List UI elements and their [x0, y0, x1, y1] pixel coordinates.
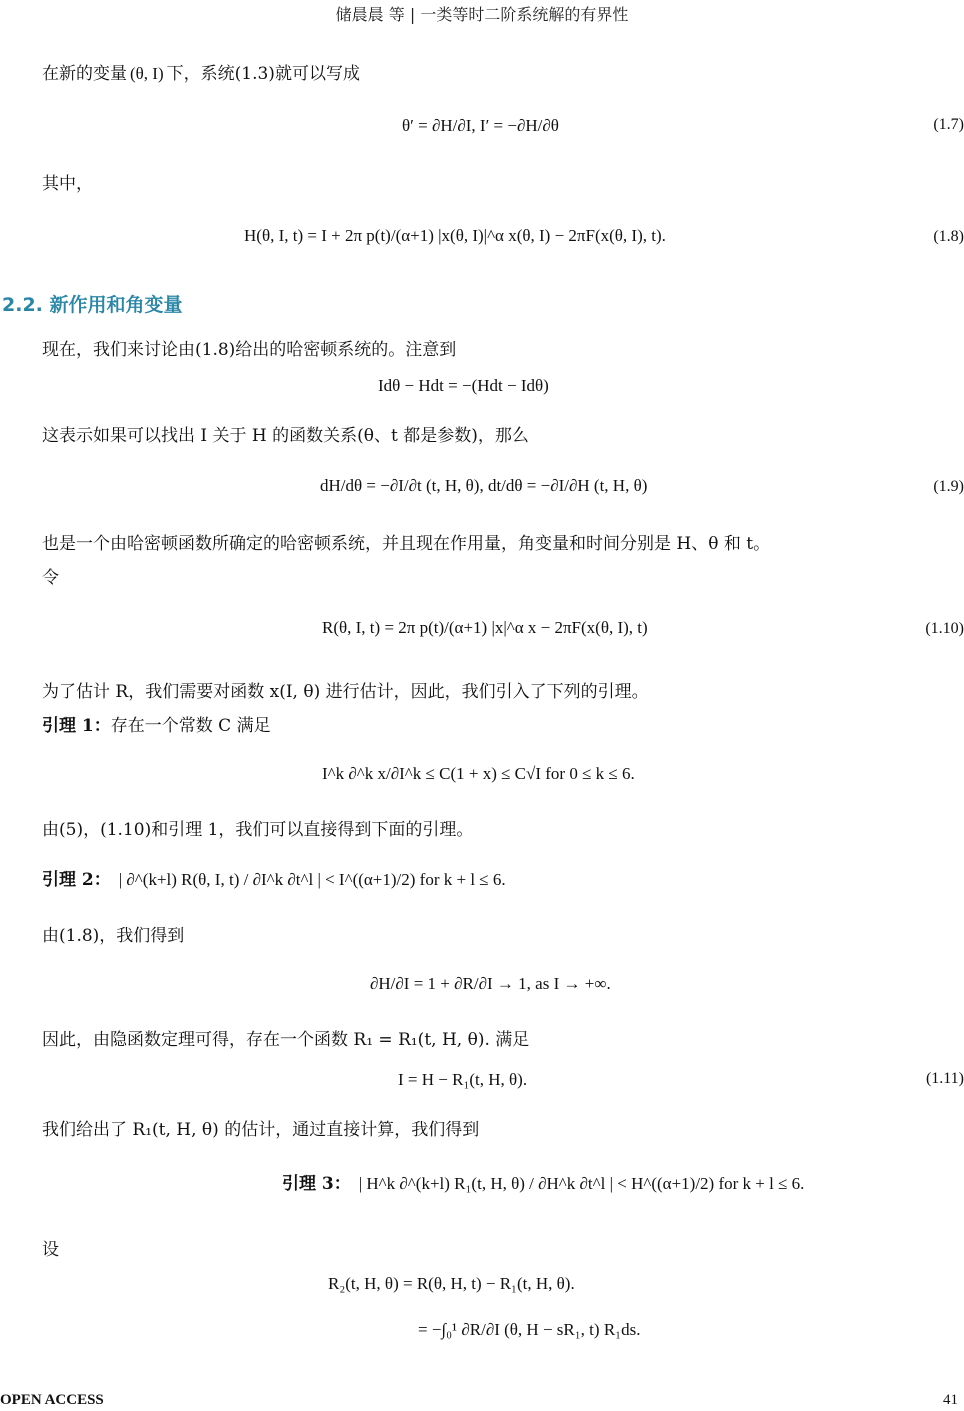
equation-number-1-10: (1.10) [925, 620, 964, 637]
paragraph-7: 由(5)，(1.10)和引理 1，我们可以直接得到下面的引理。 [42, 820, 474, 840]
lemma-2 [42, 868, 506, 892]
paragraph-1 [42, 62, 360, 86]
equation-1-11: I = H − R₁(t, H, θ). [398, 1070, 528, 1089]
paragraph-9: 因此，由隐函数定理可得，存在一个函数 R₁ = R₁(t, H, θ). 满足 [42, 1030, 530, 1050]
paragraph-1-tail: 下，系统(1.3)就可以写成 [166, 64, 360, 84]
paragraph-2: 其中， [42, 174, 93, 194]
lemma-1-label: 引理 1： [42, 716, 111, 736]
equation-action-form: Idθ − Hdt = −(Hdt − Idθ) [378, 376, 549, 395]
equation-number-1-11: (1.11) [925, 1070, 964, 1087]
paragraph-5b: 令 [42, 568, 59, 588]
equation-R2-definition: R₂(t, H, θ) = R(θ, H, t) − R₁(t, H, θ). [328, 1274, 575, 1293]
equation-number-1-7: (1.7) [933, 116, 964, 133]
equation-1-9: dH/dθ = −∂I/∂t (t, H, θ), dt/dθ = −∂I/∂H (t, H, θ) [320, 476, 648, 495]
variable-pair: (θ, I) [130, 64, 164, 83]
footer-open-access: OPEN ACCESS [0, 1392, 104, 1408]
paragraph-5: 也是一个由哈密顿函数所确定的哈密顿系统，并且现在作用量，角变量和时间分别是 H、θ 和 t。 [42, 534, 771, 554]
running-header: 储晨晨 等 | 一类等时二阶系统解的有界性 [335, 5, 629, 24]
equation-1-8: H(θ, I, t) = I + 2π p(t)/(α+1) |x(θ, I)|^α x(θ, I) − 2πF(x(θ, I), t). [244, 226, 666, 245]
paragraph-11: 设 [42, 1240, 59, 1260]
equation-number-1-9: (1.9) [933, 478, 964, 495]
paragraph-4: 这表示如果可以找出 I 关于 H 的函数关系(θ、t 都是参数)，那么 [42, 426, 529, 446]
paragraph-3: 现在，我们来讨论由(1.8)给出的哈密顿系统的。注意到 [42, 340, 457, 360]
equation-R2-integral: = −∫₀¹ ∂R/∂I (θ, H − sR₁, t) R₁ds. [418, 1320, 641, 1339]
paragraph-6: 为了估计 R，我们需要对函数 x(I, θ) 进行估计，因此，我们引入了下列的引理。 [42, 682, 649, 702]
paragraph-10: 我们给出了 R₁(t, H, θ) 的估计，通过直接计算，我们得到 [42, 1120, 480, 1140]
section-heading-2-2: 2.2. 新作用和角变量 [2, 294, 183, 316]
paragraph-1-text: 在新的变量 [42, 64, 127, 84]
lemma-1-text: 存在一个常数 C 满足 [110, 716, 271, 736]
paragraph-8: 由(1.8)，我们得到 [42, 926, 185, 946]
lemma-3-label: 引理 3： [282, 1174, 351, 1194]
equation-lemma-3: | H^k ∂^(k+l) R₁(t, H, θ) / ∂H^k ∂t^l | < H^((α+1)/2) for k + l ≤ 6. [358, 1174, 805, 1193]
equation-dH-dI: ∂H/∂I = 1 + ∂R/∂I → 1, as I → +∞. [370, 974, 611, 993]
equation-lemma-1: I^k ∂^k x/∂I^k ≤ C(1 + x) ≤ C√I for 0 ≤ k ≤ 6. [322, 764, 635, 783]
lemma-1 [42, 714, 271, 738]
equation-lemma-2: | ∂^(k+l) R(θ, I, t) / ∂I^k ∂t^l | < I^((α+1)/2) for k + l ≤ 6. [118, 870, 506, 889]
lemma-2-label: 引理 2： [42, 870, 111, 890]
equation-number-1-8: (1.8) [933, 228, 964, 245]
equation-1-7: θ′ = ∂H/∂I, I′ = −∂H/∂θ [402, 116, 559, 135]
lemma-3 [282, 1172, 804, 1196]
equation-1-10: R(θ, I, t) = 2π p(t)/(α+1) |x|^α x − 2πF(x(θ, I), t) [322, 618, 648, 637]
page-number: 41 [943, 1392, 958, 1408]
